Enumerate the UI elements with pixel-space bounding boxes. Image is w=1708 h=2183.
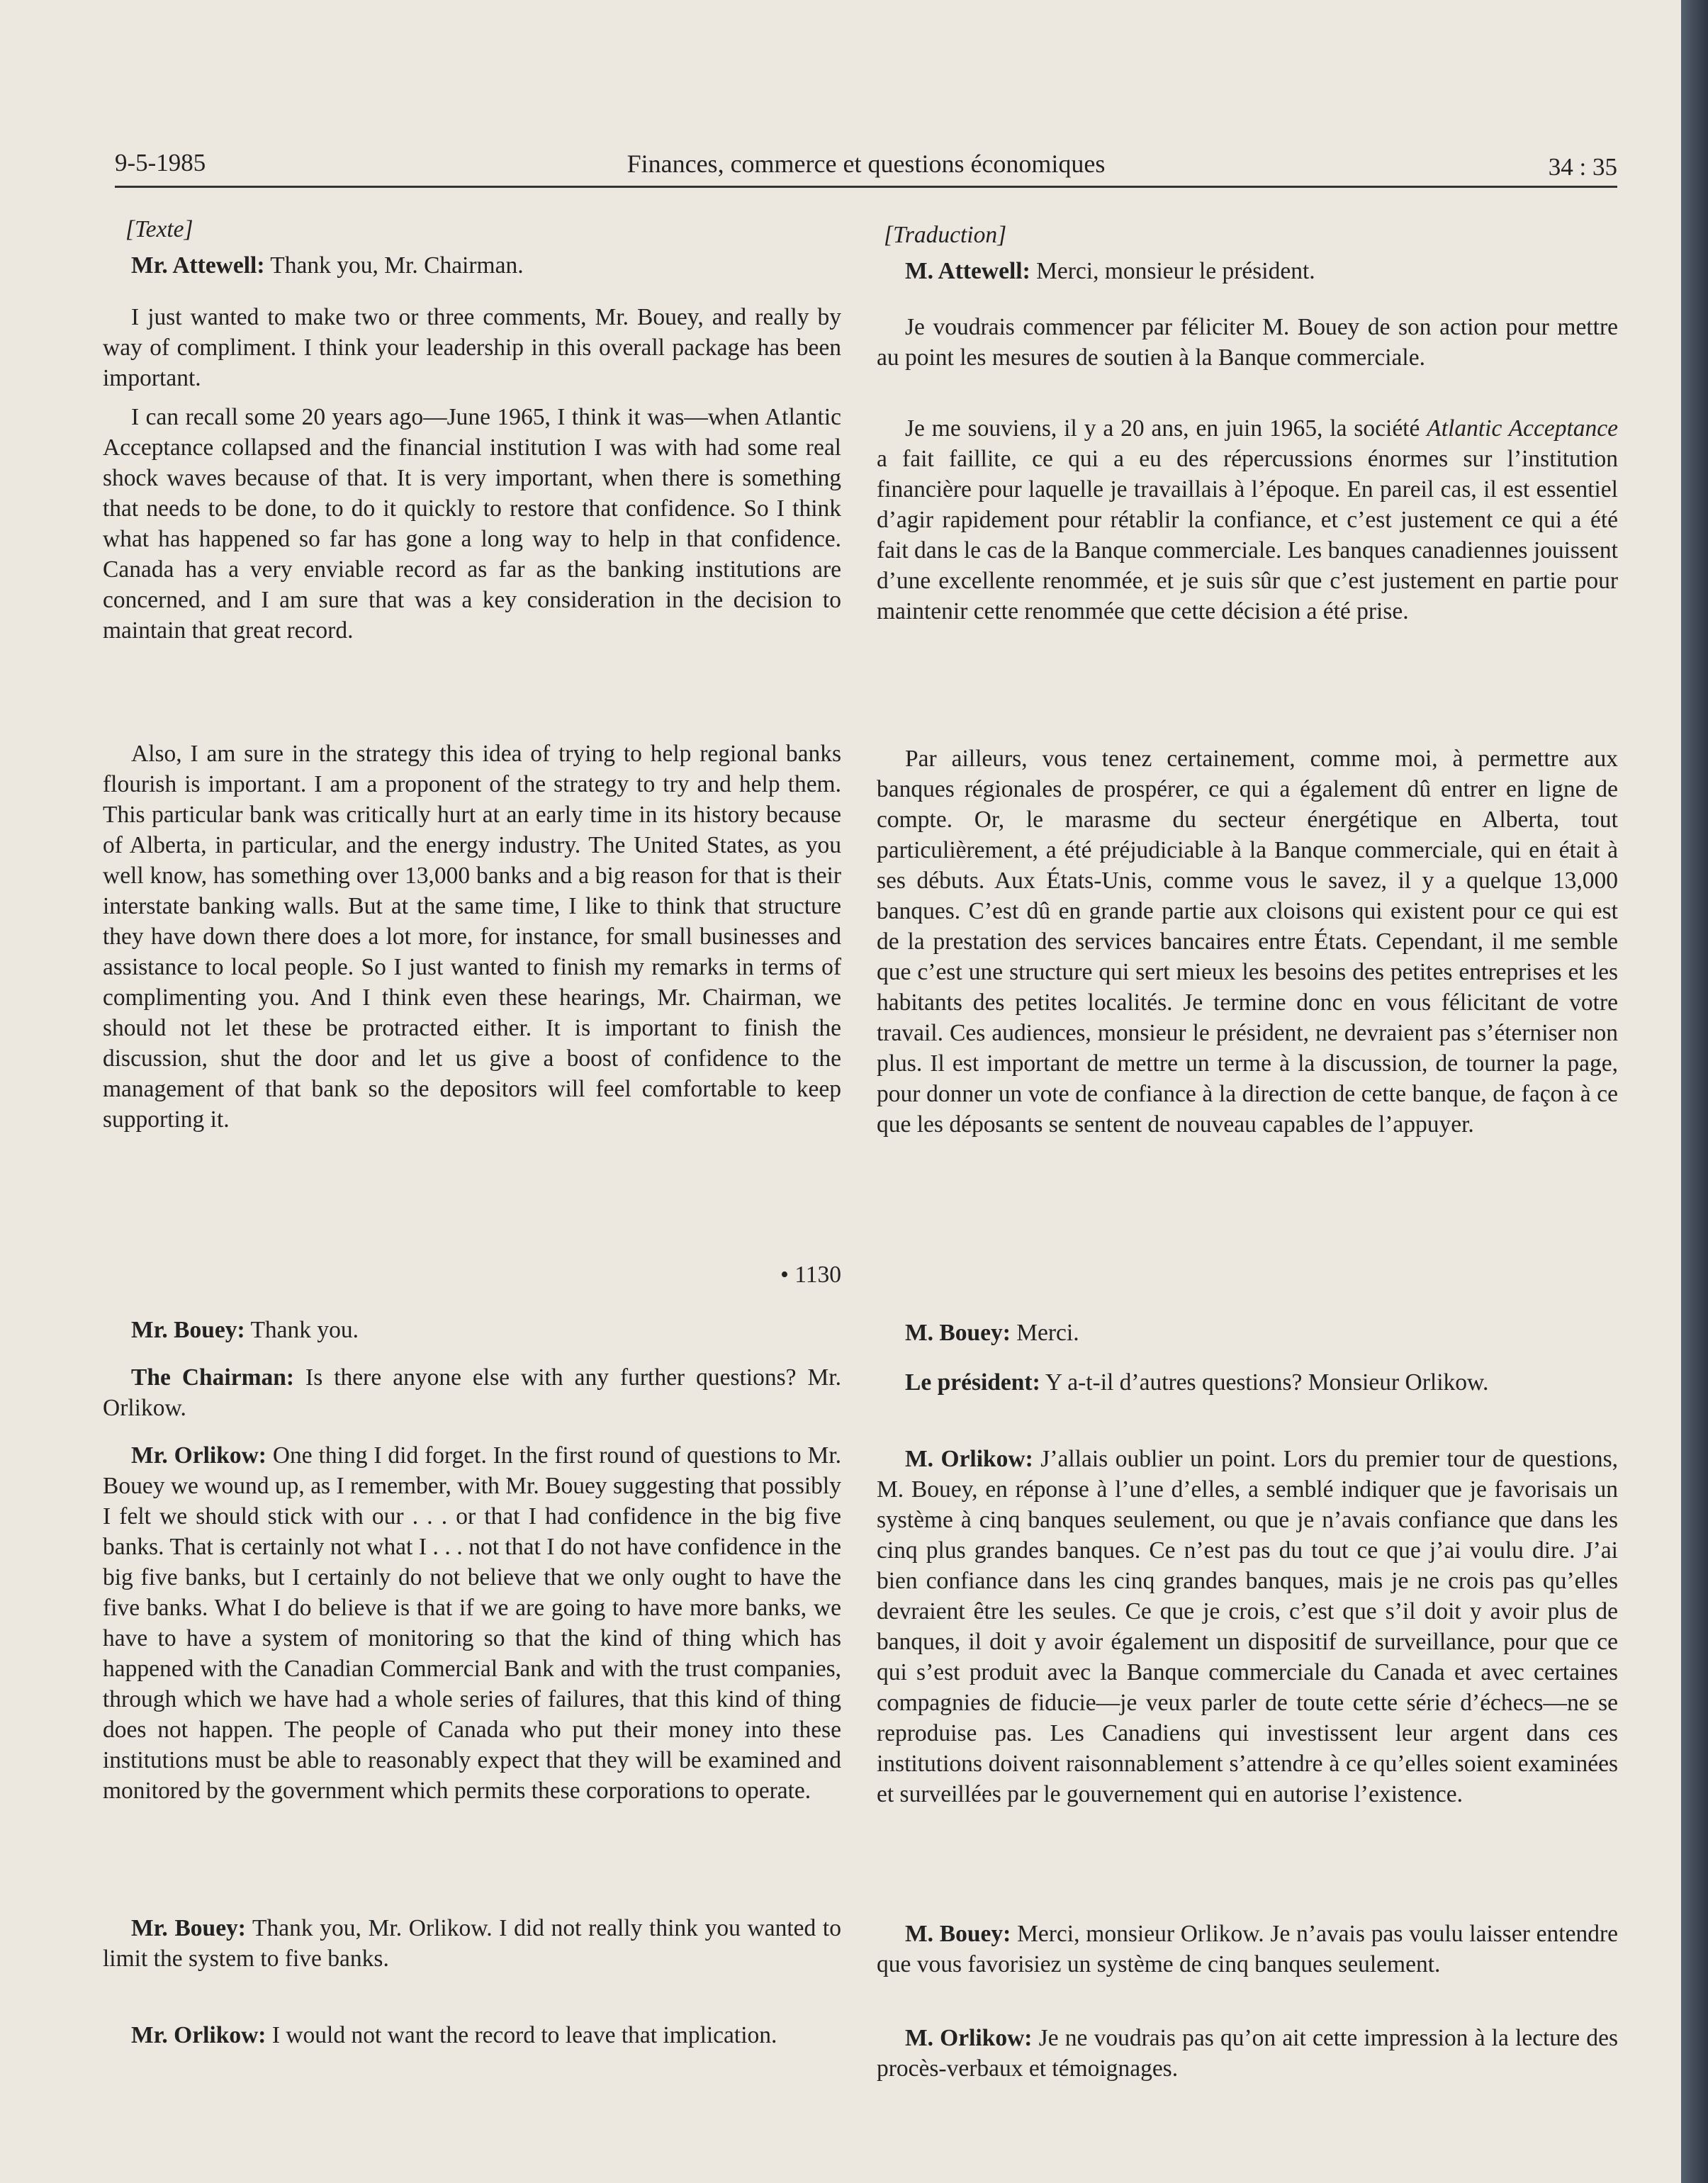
paragraph	[103, 1315, 841, 1345]
paragraph-text: Merci, monsieur le président.	[1030, 258, 1315, 284]
speaker-name: M. Orlikow:	[905, 1446, 1033, 1472]
paragraph	[877, 1367, 1618, 1398]
time-marker: • 1130	[780, 1262, 841, 1288]
paragraph	[877, 256, 1618, 286]
paragraph-text: J’allais oublier un point. Lors du premier tour de questions, M. Bouey, en réponse à l’une d’elles, a semblé indiquer que je favorisais un système à cinq banques seulement, ou que je n’avais confiance que dans les cinq plus grandes banques. Ce n’est pas du tout ce que j’ai voulu dire. J’ai bien confiance dans les cinq grandes banques, mais je ne crois pas qu’elles devraient être les seules. Ce que je crois, c’est que s’il doit y avoir plus de banques, il doit y avoir également un dispositif de surveillance, pour que ce qui s’est produit avec la Banque commerciale du Canada et avec certaines compagnies de fiducie—je veux parler de toute cette série d’échecs—ne se reproduise pas. Les Canadiens qui investissent leur argent dans ces institutions doivent raisonnablement s’attendre à ce qu’elles soient examinées et surveillées par le gouvernement qui en autorise l’existence.	[877, 1446, 1618, 1807]
paragraph-text: Is there anyone else with any further questions? Mr. Orlikow.	[103, 1364, 841, 1421]
paragraph-text: Merci.	[1010, 1320, 1079, 1346]
header-date: 9-5-1985	[115, 149, 206, 176]
paragraph-text: Y a-t-il d’autres questions? Monsieur Orlikow.	[1040, 1369, 1489, 1396]
column-label: [Texte]	[125, 216, 193, 242]
paragraph	[877, 413, 1618, 627]
paragraph-text: Merci, monsieur Orlikow. Je n’avais pas voulu laisser entendre que vous favorisiez un système de cinq banques seulement.	[877, 1921, 1618, 1977]
speaker-name: M. Bouey:	[905, 1921, 1011, 1947]
speaker-name: M. Attewell:	[905, 258, 1030, 284]
paragraph	[103, 1440, 841, 1806]
speaker-name: Mr. Bouey:	[131, 1915, 246, 1941]
paragraph	[877, 312, 1618, 373]
paragraph-text: Par ailleurs, vous tenez certainement, comme moi, à permettre aux banques régionales de prospérer, ce qui a également dû entrer en ligne de compte. Or, le marasme du secteur énergétique en Alberta, tout particulièrement, a été préjudiciable à la Banque commerciale, qui en était à ses débuts. Aux États-Unis, comme vous le savez, il y a quelque 13,000 banques. C’est dû en grande partie aux cloisons qui existent pour ce qui est de la prestation des services bancaires entre États. Cependant, il me semble que c’est une structure qui sert mieux les besoins des petites entreprises et les habitants des petites localités. Je termine donc en vous félicitant de votre travail. Ces audiences, monsieur le président, ne devraient pas s’éterniser non plus. Il est important de mettre un terme à la discussion, de tourner la page, pour donner un vote de confiance à la direction de cette banque, de façon à ce que les déposants se sentent de nouveau capables de l’appuyer.	[877, 746, 1618, 1138]
page-header	[115, 145, 1617, 188]
speaker-name: M. Bouey:	[905, 1320, 1011, 1346]
paragraph	[103, 1913, 841, 1974]
paragraph-text: Thank you, Mr. Chairman.	[264, 252, 524, 279]
paragraph	[103, 1362, 841, 1423]
paragraph-text: Thank you, Mr. Orlikow. I did not really think you wanted to limit the system to five banks.	[103, 1915, 841, 1972]
paragraph-text: Thank you.	[245, 1317, 359, 1343]
paragraph	[877, 1919, 1618, 1980]
binder-edge	[1681, 0, 1708, 2183]
speaker-name: M. Orlikow:	[905, 2025, 1033, 2051]
header-title: Finances, commerce et questions économiques	[627, 150, 1106, 178]
speaker-name: The Chairman:	[131, 1364, 295, 1391]
paragraph-text: Also, I am sure in the strategy this idea of trying to help regional banks flourish is important. I am a proponent of the strategy to try and help them. This particular bank was critically hurt at an early time in its history because of Alberta, in particular, and the energy industry. The United States, as you well know, has something over 13,000 banks and a big reason for that is their interstate banking walls. But at the same time, I like to think that structure they have down there does a lot more, for instance, for small businesses and assistance to local people. So I just wanted to finish my remarks in terms of complimenting you. And I think even these hearings, Mr. Chairman, we should not let these be protracted either. It is important to finish the discussion, shut the door and let us give a boost of confidence to the management of that bank so the depositors will feel comfortable to keep supporting it.	[103, 741, 841, 1133]
paragraph-text: I just wanted to make two or three comments, Mr. Bouey, and really by way of compliment. I think your leadership in this overall package has been important.	[103, 304, 841, 391]
paragraph-text: Je voudrais commencer par féliciter M. Bouey de son action pour mettre au point les mesures de soutien à la Banque commerciale.	[877, 314, 1618, 371]
paragraph	[877, 743, 1618, 1140]
paragraph	[103, 739, 841, 1135]
paragraph-text: I would not want the record to leave that implication.	[266, 2022, 777, 2048]
italic-text: Atlantic Acceptance	[1427, 415, 1619, 442]
speaker-name: Mr. Bouey:	[131, 1317, 245, 1343]
paragraph	[103, 2020, 841, 2050]
header-page-number: 34 : 35	[1548, 153, 1617, 181]
column-label: [Traduction]	[884, 222, 1007, 248]
paragraph	[877, 1318, 1618, 1348]
speaker-name: Mr. Orlikow:	[131, 2022, 266, 2048]
paragraph	[103, 302, 841, 393]
speaker-name: Le président:	[905, 1369, 1040, 1396]
paragraph-text: One thing I did forget. In the first round of questions to Mr. Bouey we wound up, as I remember, with Mr. Bouey suggesting that possibly I felt we should stick with our . . . or that I had confidence in the big five banks. That is certainly not what I . . . not that I do not have confidence in the big five banks, but I certainly do not believe that we only ought to have the five banks. What I do believe is that if we are going to have more banks, we have to have a system of monitoring so that the kind of thing which has happened with the Canadian Commercial Bank and with the trust companies, through which we have had a whole series of failures, that this kind of thing does not happen. The people of Canada who put their money into these institutions must be able to reasonably expect that they will be examined and monitored by the government which permits these corporations to operate.	[103, 1442, 842, 1804]
paragraph	[877, 1444, 1618, 1809]
paragraph	[103, 250, 841, 281]
speaker-name: Mr. Attewell:	[131, 252, 265, 279]
paragraph-text: Je ne voudrais pas qu’on ait cette impression à la lecture des procès-verbaux et témoignages.	[877, 2025, 1619, 2082]
paragraph-text: I can recall some 20 years ago—June 1965, I think it was—when Atlantic Acceptance collapsed and the financial institution I was with had some real shock waves because of that. It is very important, when there is something that needs to be done, to do it quickly to restore that confidence. So I think what has happened so far has gone a long way to help in that confidence. Canada has a very enviable record as far as the banking institutions are concerned, and I am sure that was a key consideration in the decision to maintain that great record.	[103, 404, 841, 644]
paragraph-text: a fait faillite, ce qui a eu des répercussions énormes sur l’institution financière pour laquelle je travaillais à l’époque. En pareil cas, il est essentiel d’agir rapidement pour rétablir la confiance, et c’est justement ce qui a été fait dans le cas de la Banque commerciale. Les banques canadiennes jouissent d’une excellente renommée, et je suis sûr que c’est justement en partie pour maintenir cette renommée que cette décision a été prise.	[877, 446, 1618, 624]
paragraph-text: Je me souviens, il y a 20 ans, en juin 1965, la société	[905, 415, 1427, 442]
paragraph	[877, 2023, 1618, 2084]
paragraph	[103, 402, 841, 646]
speaker-name: Mr. Orlikow:	[131, 1442, 266, 1469]
